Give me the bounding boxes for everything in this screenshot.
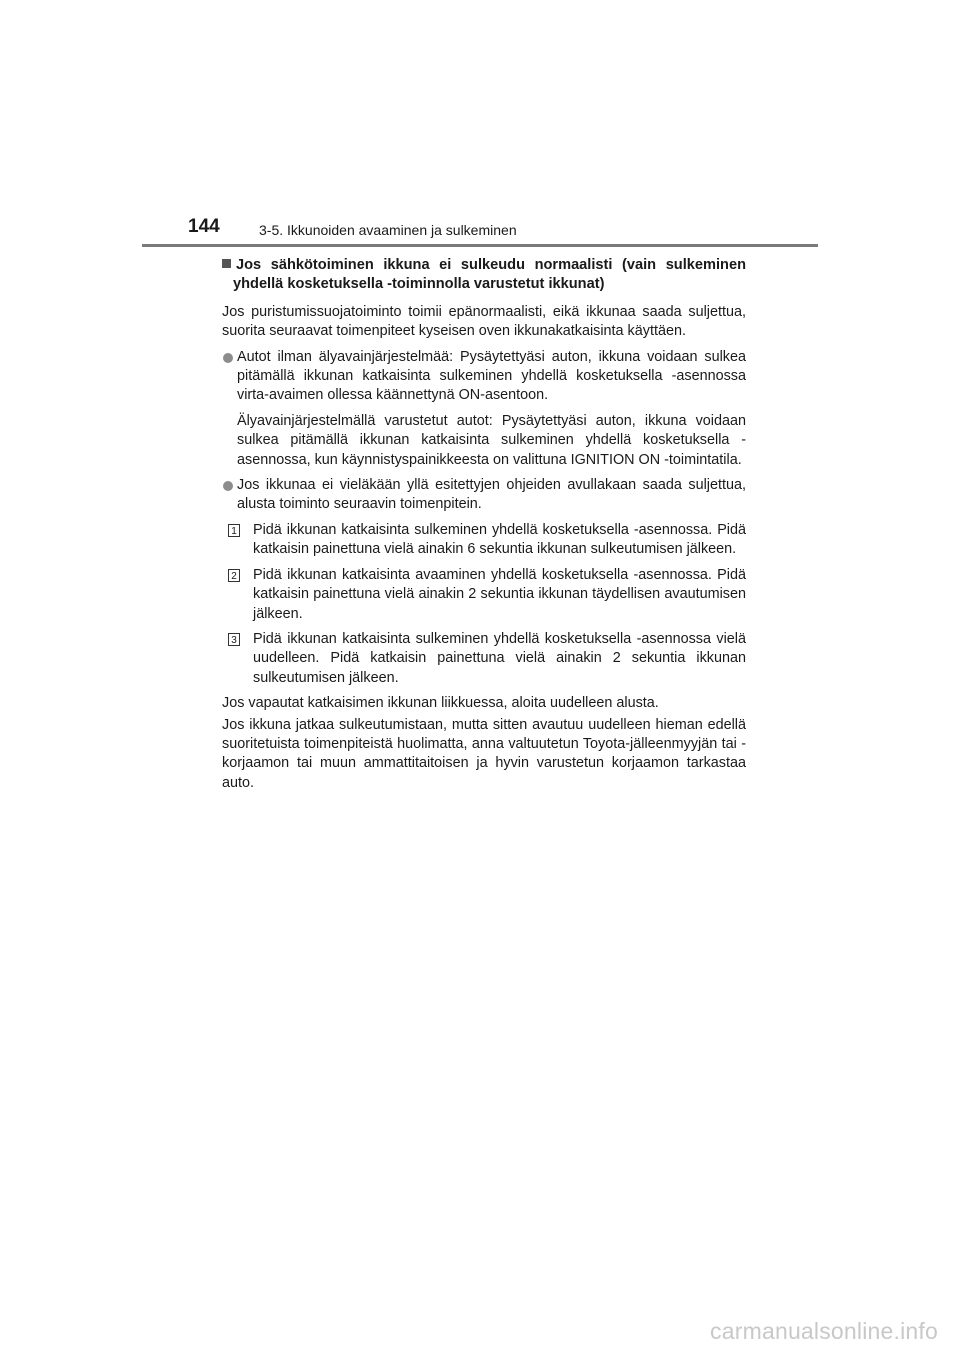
step-item [222, 566, 746, 624]
bullet-sub-paragraph: Älyavainjärjestelmällä varustetut autot: Pysäytettyäsi auton, ikkuna voidaan sulkea pitämällä ikkunan katkaisinta sulkeminen yhdellä kosketuksella -asennossa, kun käynnistyspainikkeesta on valittuna IGNITION ON -toimintatila. [237, 412, 746, 468]
bullet-text: Jos ikkunaa ei vieläkään yllä esitettyjen ohjeiden avullakaan saada suljettua, alusta toiminto seuraavin toimenpitein. [237, 477, 746, 513]
page-number: 144 [188, 216, 220, 237]
intro-paragraph: Jos puristumissuojatoiminto toimii epänormaalisti, eikä ikkunaa saada suljettua, suorita seuraavat toimenpiteet kyseisen oven ikkunakatkaisinta käyttäen. [222, 303, 746, 340]
step-text: Pidä ikkunan katkaisinta sulkeminen yhdellä kosketuksella -asennossa vielä uudelleen. Pidä katkaisin painettuna vielä ainakin 2 sekuntia ikkunan sulkeutumisen jälkeen. [253, 630, 746, 686]
square-bullet-icon [222, 259, 231, 268]
bullet-item [222, 348, 746, 406]
step-item [222, 521, 746, 560]
circle-bullet-icon [223, 353, 233, 363]
content-body [222, 256, 746, 793]
section-title: 3-5. Ikkunoiden avaaminen ja sulkeminen [259, 222, 517, 238]
step-text: Pidä ikkunan katkaisinta avaaminen yhdellä kosketuksella -asennossa. Pidä katkaisin painettuna vielä ainakin 2 sekuntia ikkunan täydellisen avautumisen jälkeen. [253, 566, 746, 622]
page-header [142, 214, 818, 248]
step-item [222, 630, 746, 688]
step-number-box: 3 [228, 633, 240, 646]
circle-bullet-icon [223, 481, 233, 491]
bullet-text: Autot ilman älyavainjärjestelmää: Pysäytettyäsi auton, ikkuna voidaan sulkea pitämällä ikkunan katkaisinta sulkeminen yhdellä kosketuksella -asennossa virta-avaimen ollessa käännettynä ON-asentoon. [237, 348, 746, 404]
section-heading [233, 256, 746, 295]
step-text: Pidä ikkunan katkaisinta sulkeminen yhdellä kosketuksella -asennossa. Pidä katkaisin painettuna vielä ainakin 6 sekuntia ikkunan sulkeutumisen jälkeen. [253, 521, 746, 558]
step-number-box: 1 [228, 524, 240, 537]
section-heading-text: Jos sähkötoiminen ikkuna ei sulkeudu normaalisti (vain sulkeminen yhdellä kosketuksella -toiminnolla varustetut ikkunat) [233, 257, 746, 293]
step-number-box: 2 [228, 569, 240, 582]
closing-paragraph: Jos ikkuna jatkaa sulkeutumistaan, mutta sitten avautuu uudelleen hieman edellä suoritetuista toimenpiteistä huolimatta, anna valtuutetun Toyota-jälleenmyyjän tai -korjaamon tai muun ammattitaitoisen ja hyvin varustetun korjaamon tarkastaa auto. [222, 716, 746, 791]
watermark: carmanualsonline.info [710, 1318, 938, 1344]
closing-paragraph: Jos vapautat katkaisimen ikkunan liikkuessa, aloita uudelleen alusta. [222, 695, 659, 712]
header-rule [142, 244, 818, 247]
bullet-item [222, 476, 746, 515]
